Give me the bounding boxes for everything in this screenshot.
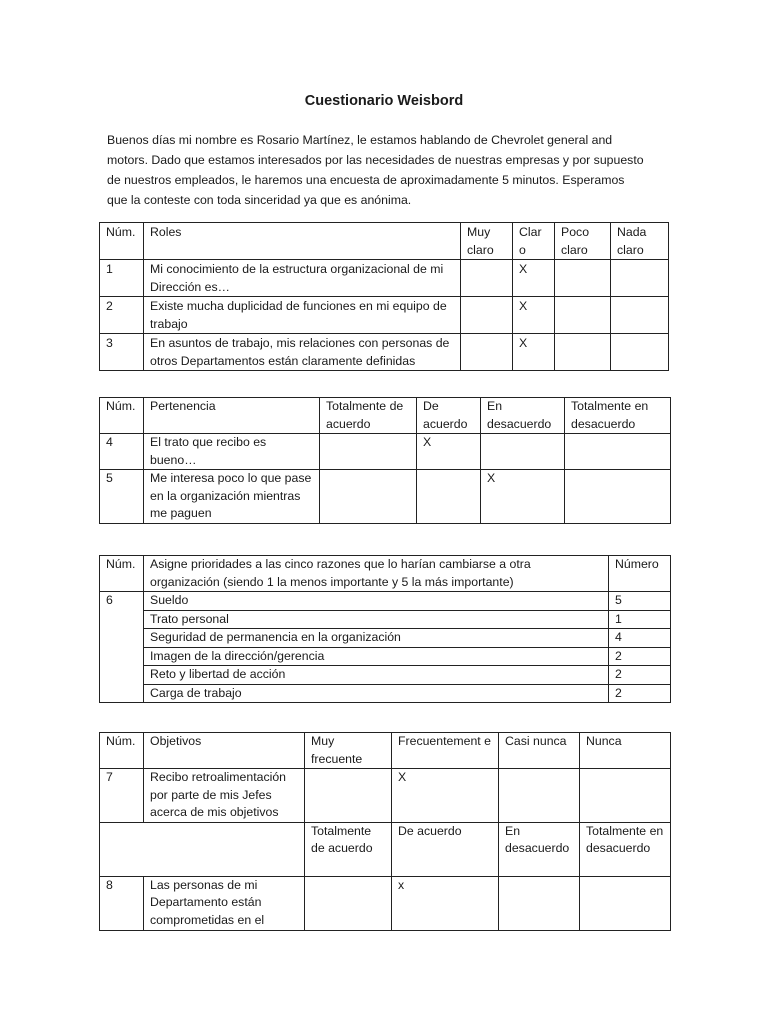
prioridades-table: [99, 555, 671, 703]
reason-text: Imagen de la dirección/gerencia: [144, 647, 609, 666]
header-cell: Poco claro: [555, 223, 611, 260]
row-number: 7: [100, 769, 144, 823]
header-cell: Número: [609, 556, 671, 592]
table-row: [100, 647, 671, 666]
row-number: 2: [100, 297, 144, 334]
table-header-row: [100, 733, 671, 769]
answer-cell: [611, 260, 669, 297]
table-row: [100, 334, 669, 371]
answer-cell: [565, 470, 671, 524]
header-cell: Totalmente en desacuerdo: [565, 398, 671, 434]
table-row: [100, 684, 671, 703]
table-subheader-row: [100, 822, 671, 876]
header-cell: Asigne prioridades a las cinco razones que lo harían cambiarse a otra organización (siendo 1 la menos importante y 5 la más importante): [144, 556, 609, 592]
priority-value: 2: [609, 666, 671, 685]
table-row: [100, 434, 671, 470]
objetivos-table: [99, 732, 671, 931]
reason-text: Reto y libertad de acción: [144, 666, 609, 685]
answer-cell: [461, 297, 513, 334]
answer-cell: [481, 434, 565, 470]
table-header-row: [100, 223, 669, 260]
reason-text: Sueldo: [144, 592, 609, 611]
reason-text: Trato personal: [144, 610, 609, 629]
priority-value: 2: [609, 647, 671, 666]
header-cell: Casi nunca: [499, 733, 580, 769]
intro-line: de nuestros empleados, le haremos una encuesta de aproximadamente 5 minutos. Esperamos: [107, 173, 625, 187]
priority-value: 1: [609, 610, 671, 629]
header-cell: Roles: [144, 223, 461, 260]
header-cell: En desacuerdo: [481, 398, 565, 434]
answer-cell: [499, 876, 580, 930]
reason-text: Seguridad de permanencia en la organización: [144, 629, 609, 648]
row-number: 1: [100, 260, 144, 297]
answer-cell: [580, 769, 671, 823]
intro-line: Buenos días mi nombre es Rosario Martínez, le estamos hablando de Chevrolet general and: [107, 133, 613, 147]
row-text: Existe mucha duplicidad de funciones en mi equipo de trabajo: [144, 297, 461, 334]
row-text: En asuntos de trabajo, mis relaciones con personas de otros Departamentos están claramente definidas: [144, 334, 461, 371]
priority-value: 5: [609, 592, 671, 611]
priority-value: 4: [609, 629, 671, 648]
answer-cell: [305, 769, 392, 823]
table-header-row: [100, 556, 671, 592]
answer-cell: x: [392, 876, 499, 930]
pertenencia-table: [99, 397, 671, 524]
row-number: 6: [100, 592, 144, 703]
header-cell: Nunca: [580, 733, 671, 769]
blank-cell: [100, 822, 305, 876]
table-row: [100, 666, 671, 685]
answer-cell: [555, 334, 611, 371]
intro-line: motors. Dado que estamos interesados por las necesidades de nuestras empresas y por supuesto: [107, 153, 644, 167]
table-header-row: [100, 398, 671, 434]
header-cell: En desacuerdo: [499, 822, 580, 876]
answer-cell: [555, 260, 611, 297]
answer-cell: [417, 470, 481, 524]
table-row: [100, 610, 671, 629]
answer-cell: [611, 297, 669, 334]
row-number: 3: [100, 334, 144, 371]
table-row: [100, 470, 671, 524]
answer-cell: X: [417, 434, 481, 470]
header-cell: Totalmente de acuerdo: [305, 822, 392, 876]
header-cell: Totalmente de acuerdo: [320, 398, 417, 434]
answer-cell: [461, 260, 513, 297]
answer-cell: [499, 769, 580, 823]
row-number: 4: [100, 434, 144, 470]
answer-cell: X: [481, 470, 565, 524]
header-cell: Clar o: [513, 223, 555, 260]
table-row: [100, 876, 671, 930]
intro-paragraph: [107, 130, 667, 210]
header-cell: Pertenencia: [144, 398, 320, 434]
table-row: [100, 297, 669, 334]
answer-cell: [305, 876, 392, 930]
row-number: 8: [100, 876, 144, 930]
answer-cell: X: [513, 260, 555, 297]
intro-line: que la conteste con toda sinceridad ya que es anónima.: [107, 193, 412, 207]
row-number: 5: [100, 470, 144, 524]
answer-cell: [320, 434, 417, 470]
table-row: [100, 769, 671, 823]
answer-cell: X: [392, 769, 499, 823]
answer-cell: [320, 470, 417, 524]
answer-cell: [611, 334, 669, 371]
table-row: [100, 260, 669, 297]
table-row: [100, 592, 671, 611]
table-row: [100, 629, 671, 648]
header-cell: Muy claro: [461, 223, 513, 260]
header-cell: Objetivos: [144, 733, 305, 769]
row-text: Recibo retroalimentación por parte de mis Jefes acerca de mis objetivos: [144, 769, 305, 823]
answer-cell: X: [513, 334, 555, 371]
reason-text: Carga de trabajo: [144, 684, 609, 703]
row-text: Las personas de mi Departamento están comprometidas en el: [144, 876, 305, 930]
answer-cell: X: [513, 297, 555, 334]
priority-value: 2: [609, 684, 671, 703]
header-cell: Nada claro: [611, 223, 669, 260]
header-cell: Frecuentement e: [392, 733, 499, 769]
row-text: Mi conocimiento de la estructura organizacional de mi Dirección es…: [144, 260, 461, 297]
row-text: El trato que recibo es bueno…: [144, 434, 320, 470]
header-cell: Núm.: [100, 556, 144, 592]
answer-cell: [580, 876, 671, 930]
page-title: Cuestionario Weisbord: [304, 93, 464, 109]
header-cell: Muy frecuente: [305, 733, 392, 769]
row-text: Me interesa poco lo que pase en la organización mientras me paguen: [144, 470, 320, 524]
answer-cell: [461, 334, 513, 371]
header-cell: De acuerdo: [417, 398, 481, 434]
answer-cell: [565, 434, 671, 470]
header-cell: Núm.: [100, 398, 144, 434]
roles-table: [99, 222, 669, 371]
answer-cell: [555, 297, 611, 334]
header-cell: Núm.: [100, 733, 144, 769]
header-cell: Totalmente en desacuerdo: [580, 822, 671, 876]
header-cell: Núm.: [100, 223, 144, 260]
header-cell: De acuerdo: [392, 822, 499, 876]
